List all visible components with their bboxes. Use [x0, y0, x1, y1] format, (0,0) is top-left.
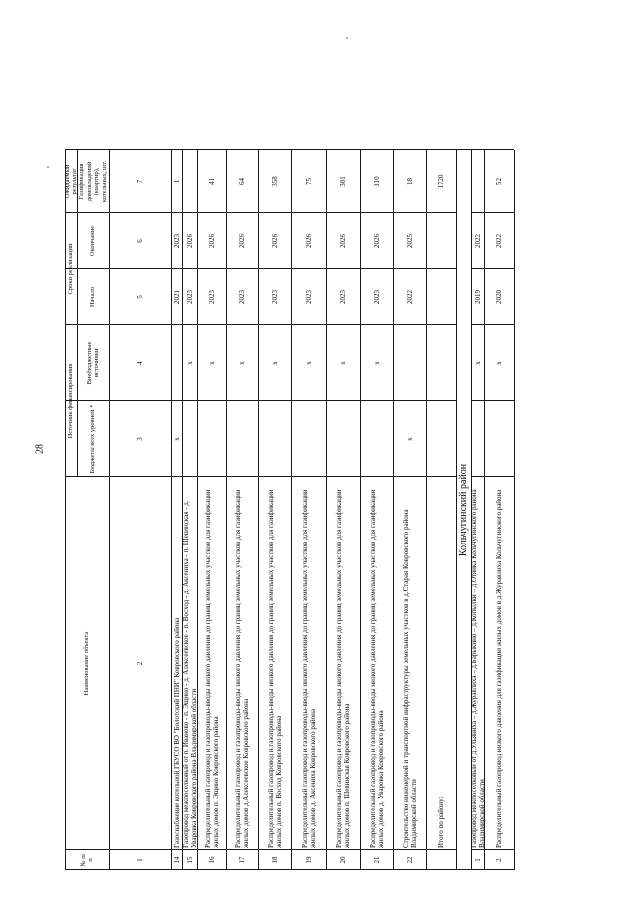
- row-end-year: 2026: [372, 234, 381, 248]
- row-result: 110: [372, 176, 381, 187]
- row-object-name: Распределительный газопровод низкого давления для газификации жилых домов в д.Журавлиха Кольчугинского района: [495, 489, 503, 848]
- grid-line: [484, 150, 485, 870]
- row-end-year: 2026: [207, 234, 216, 248]
- header-terms: Сроки реализации: [67, 243, 75, 295]
- row-start-year: 2022: [405, 290, 414, 304]
- row-extrabudget: x: [372, 361, 381, 365]
- row-object-name: Распределительный газопровод и газопроводы-вводы низкого давления до границ земельных участков для газификации жилых домов д. Аксениха Ковровского района: [300, 489, 317, 848]
- row-start-year: 2019: [473, 290, 482, 304]
- row-result: [182, 150, 197, 213]
- row-extrabudget: x: [495, 361, 503, 365]
- row-extrabudget: x: [185, 361, 194, 365]
- row-number: 22: [405, 856, 414, 864]
- row-result: 52: [495, 178, 503, 185]
- header-result: Ожидаемый результат: [63, 164, 78, 199]
- grid-line: [393, 150, 394, 870]
- header-financing: Источник финансирования: [67, 363, 75, 439]
- grid-line: [65, 150, 66, 870]
- grid-line: [226, 150, 227, 870]
- index-cell: 6: [136, 239, 144, 243]
- row-start-year: 2023: [238, 290, 246, 304]
- header-end: Окончание: [89, 225, 97, 257]
- row-result: 1: [172, 179, 181, 184]
- row-end-year: 2026: [185, 234, 194, 248]
- row-start-year: 2020: [495, 290, 503, 304]
- index-cell: 5: [136, 295, 144, 299]
- row-result: 64: [238, 178, 246, 185]
- row-end-year: 2025: [405, 234, 414, 248]
- row-object-name: Строительство инженерной и транспортной инфраструктуры земельных участков в д.Старая Ковровского района Владимирской области: [401, 509, 418, 848]
- index-cell: 4: [136, 361, 144, 365]
- section-title: Кольчугинский район: [457, 463, 469, 557]
- row-end-year: 2022: [473, 234, 482, 248]
- row-object-name: Распределительный газопровод и газопроводы-вводы низкого давления до границ земельных участков для газификации жилых домов п. Эщино Ковровского района: [203, 489, 220, 848]
- row-end-year: 2026: [304, 234, 313, 248]
- grid-line: [471, 150, 472, 870]
- row-object-name: Распределительный газопровод и газопроводы-вводы низкого давления до границ земельных участков для газификации жилых домов п. Восход Ковровского района: [266, 489, 283, 848]
- grid-line: [471, 476, 514, 477]
- row-budget: x: [172, 437, 181, 441]
- index-cell: 7: [136, 179, 144, 184]
- header-budget: Бюджеты всех уровней *: [89, 404, 97, 474]
- row-number: 18: [270, 856, 279, 864]
- grid-line: [426, 150, 427, 870]
- total-result: 1720: [437, 174, 445, 189]
- row-number: 14: [172, 856, 181, 864]
- grid-line: [65, 400, 456, 401]
- row-extrabudget: [393, 325, 426, 401]
- row-end-year: 2023: [172, 234, 181, 248]
- row-budget: [291, 401, 326, 477]
- grid-line: [65, 869, 514, 870]
- index-cell: 3: [136, 437, 144, 441]
- index-cell: 1: [136, 858, 144, 862]
- row-extrabudget: [171, 325, 182, 401]
- rotated-table: [65, 40, 615, 870]
- grid-line: [109, 150, 110, 870]
- row-object-name: Газопровод межпоселковый от д.Ульяниха – д.Журавлиха – д.Барыкино – д.Копылки – д.Отяйка Кольчугинского района Владимирской области: [469, 489, 486, 848]
- row-number: 16: [207, 856, 216, 864]
- index-cell: 2: [136, 661, 144, 666]
- row-end-year: 2026: [339, 234, 347, 248]
- grid-line: [514, 150, 515, 870]
- page-number: 28: [34, 444, 46, 454]
- row-number: 20: [339, 856, 347, 864]
- row-result: 41: [207, 178, 216, 185]
- grid-line: [291, 150, 292, 870]
- row-start-year: 2021: [172, 290, 181, 304]
- row-extrabudget: x: [304, 361, 313, 365]
- grid-line: [258, 150, 259, 870]
- header-object-name: Наименование объекта: [83, 631, 91, 696]
- row-extrabudget: x: [238, 361, 246, 365]
- total-label: Итого по району:: [437, 796, 445, 848]
- row-budget: [484, 401, 514, 477]
- grid-line: [471, 324, 514, 325]
- row-budget: [360, 401, 393, 477]
- row-budget: [471, 401, 484, 477]
- row-result: [471, 150, 484, 213]
- row-object-name: Распределительный газопровод и газопроводы-вводы низкого давления до границ земельных участков для газификации жилых домов д. Уваровка Ковровского района: [368, 489, 385, 848]
- header-gasification: Газификация домовладений (квартир), котельных, шт.: [78, 160, 108, 203]
- grid-line: [65, 268, 456, 269]
- row-number: 17: [238, 856, 246, 864]
- header-number: № п/п: [79, 853, 94, 867]
- grid-line: [360, 150, 361, 870]
- row-start-year: 2023: [339, 290, 347, 304]
- grid-line: [197, 150, 198, 870]
- row-budget: [226, 401, 258, 477]
- grid-line: [65, 212, 456, 213]
- row-extrabudget: x: [207, 361, 216, 365]
- scan-speck: [346, 37, 348, 39]
- row-object-name: Распределительный газопровод и газопроводы-вводы низкого давления до границ земельных участков для газификации жилых домов д.Алексеевское Ковровского района: [234, 489, 250, 848]
- grid-line: [77, 150, 78, 477]
- row-end-year: 2026: [238, 234, 246, 248]
- grid-line: [65, 849, 456, 850]
- grid-line: [456, 150, 457, 870]
- row-result: 18: [405, 178, 414, 185]
- row-start-year: 2023: [372, 290, 381, 304]
- row-extrabudget: x: [270, 361, 279, 365]
- header-extrabudget: Внебюджетные источники: [85, 341, 100, 385]
- row-object-name: Газоснабжение котельной ГБУСО ВО "Болотский ПНИ" Ковровского района: [172, 617, 181, 848]
- grid-line: [326, 150, 327, 870]
- row-object-name: Распределительный газопровод и газопроводы-вводы низкого давления до границ земельных участков для газификации жилых домов п. Шевинская Ковровского района: [335, 489, 351, 848]
- row-start-year: 2023: [207, 290, 216, 304]
- grid-line: [471, 268, 514, 269]
- header-start: Начало: [89, 286, 97, 308]
- grid-line: [65, 149, 514, 150]
- scan-speck: [47, 166, 49, 168]
- row-number: 19: [304, 856, 313, 864]
- row-number: 1: [473, 858, 482, 862]
- grid-line: [471, 400, 514, 401]
- row-extrabudget: x: [339, 361, 347, 365]
- row-end-year: 2026: [270, 234, 279, 248]
- grid-line: [471, 212, 514, 213]
- row-start-year: 2023: [270, 290, 279, 304]
- grid-line: [65, 324, 456, 325]
- grid-line: [65, 476, 456, 477]
- row-result: 75: [304, 178, 313, 185]
- row-result: 301: [339, 176, 347, 187]
- grid-line: [182, 150, 183, 870]
- row-budget: [326, 401, 360, 477]
- row-start-year: 2023: [304, 290, 313, 304]
- grid-line: [471, 849, 514, 850]
- row-number: 2: [495, 858, 503, 862]
- row-object-name: Газопровод межпоселковый от п. Иваново - п. Эщино - д. Алексеевское - п. Восход - д. Аксениха - п. Шевинская - д. Уваровка Ковровского района Владимирской области: [181, 500, 198, 848]
- row-budget: [258, 401, 291, 477]
- row-start-year: 2023: [185, 290, 194, 304]
- row-budget: [182, 401, 197, 477]
- row-budget: x: [405, 437, 414, 441]
- row-end-year: 2022: [495, 234, 503, 248]
- row-result: 358: [270, 176, 279, 187]
- grid-line: [171, 150, 172, 870]
- row-number: 21: [372, 856, 381, 864]
- row-number: 15: [185, 856, 194, 864]
- row-budget: [197, 401, 226, 477]
- row-extrabudget: x: [473, 361, 482, 365]
